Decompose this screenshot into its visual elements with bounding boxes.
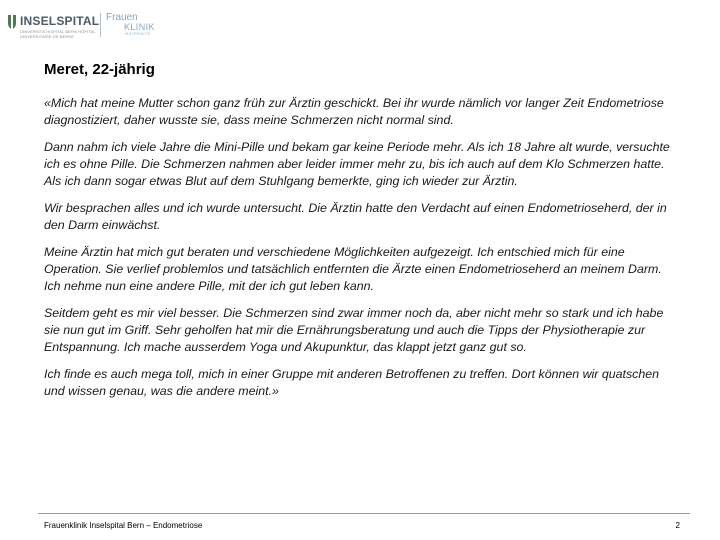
footer-text: Frauenklinik Inselspital Bern – Endometriose xyxy=(44,521,203,530)
quote-paragraph: «Mich hat meine Mutter schon ganz früh zur Ärztin geschickt. Bei ihr wurde nämlich vor langer Zeit Endometriose diagnostiziert, daher wusste sie, dass meine Schmerzen nicht normal sind. xyxy=(44,96,664,127)
quote-paragraph: Wir besprachen alles und ich wurde untersucht. Die Ärztin hatte den Verdacht auf einen Endometrioseherd, der in den Darm einwächst. xyxy=(44,201,667,232)
logo-name: INSELSPITAL xyxy=(20,14,100,28)
quote-paragraph: Meine Ärztin hat mich gut beraten und verschiedene Möglichkeiten aufgezeigt. Ich entschied mich für eine Operation. Sie verlief problemlos und tatsächlich entfernten die Ärzte einen Endometrioseherd an meinem Darm. Ich nehme nun eine andere Pille, mit der ich gut leben kann. xyxy=(44,245,662,293)
quote-paragraph: Seitdem geht es mir viel besser. Die Schmerzen sind zwar immer noch da, aber nicht mehr so stark und ich habe sie nun gut im Griff. Sehr geholfen hat mir die Ernährungsberatung und auch die Tipps der Physiotherapie zur Entspannung. Ich mache ausserdem Yoga und Akupunktur, das klappt jetzt ganz gut so. xyxy=(44,306,664,354)
logo-maternite: MATERNITÉ xyxy=(125,31,151,36)
quote-paragraph: Dann nahm ich viele Jahre die Mini-Pille und bekam gar keine Periode mehr. Als ich 18 Jahre alt wurde, versuchte ich es ohne Pille. Die Schmerzen nahmen aber leider immer mehr zu, bis ich auch auf dem Klo Schmerzen hatte. Als ich dann sogar etwas Blut auf dem Stuhlgang bemerkte, ging ich wieder zur Ärztin. xyxy=(44,140,670,188)
page-title: Meret, 22-jährig xyxy=(44,61,155,78)
page-number: 2 xyxy=(675,521,680,530)
footer-divider xyxy=(38,513,690,514)
logo-subtitle: UNIVERSITÄTSSPITAL BERN HÔPITAL UNIVERSITAIRE DE BERNE xyxy=(20,29,96,39)
quote-paragraph: Ich finde es auch mega toll, mich in einer Gruppe mit anderen Betroffenen zu treffen. Dort können wir quatschen und wissen genau, was die andere meint.» xyxy=(44,367,660,398)
testimonial-quote xyxy=(44,95,678,410)
logo-klinik: KLINIK xyxy=(124,22,155,32)
logo-frauen: Frauen xyxy=(106,12,138,23)
logo-divider xyxy=(100,13,101,37)
inselspital-logo-icon xyxy=(6,14,18,30)
header-logo xyxy=(6,12,166,40)
